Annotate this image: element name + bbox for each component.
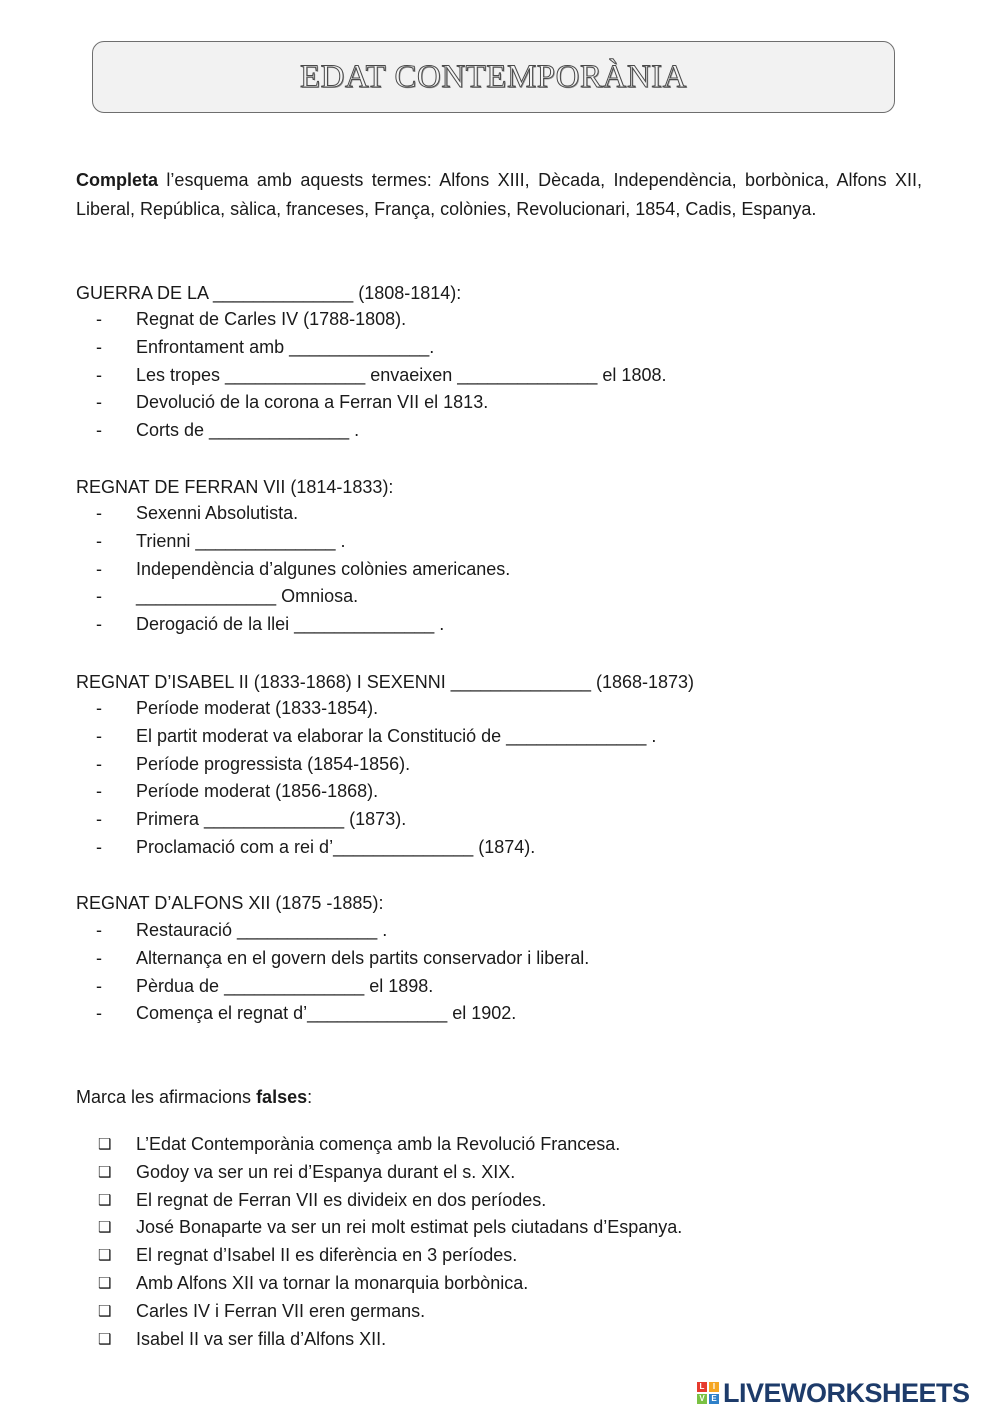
logo-mark-letter: L bbox=[697, 1382, 707, 1392]
true-false-instructions bbox=[76, 1084, 312, 1110]
statement-text: El regnat de Ferran VII es divideix en dos períodes. bbox=[136, 1189, 547, 1210]
checkbox-icon[interactable]: ❑ bbox=[98, 1163, 112, 1181]
checkbox-icon[interactable]: ❑ bbox=[98, 1191, 112, 1209]
statement-text: Godoy va ser un rei d’Espanya durant el s. XIX. bbox=[136, 1161, 516, 1182]
section-heading-isabel: REGNAT D’ISABEL II (1833-1868) I SEXENNI ______________ (1868-1873) bbox=[76, 672, 695, 692]
instructions bbox=[76, 166, 922, 224]
statement-text: Carles IV i Ferran VII eren germans. bbox=[136, 1300, 426, 1321]
statement-text: Isabel II va ser filla d’Alfons XII. bbox=[136, 1328, 387, 1349]
statement-text: José Bonaparte va ser un rei molt estimat pels ciutadans d’Espanya. bbox=[136, 1217, 683, 1238]
checkbox-icon[interactable]: ❑ bbox=[98, 1136, 112, 1153]
checkbox-icon[interactable]: ❑ bbox=[98, 1219, 112, 1237]
logo-text: LIVEWORKSHEETS bbox=[723, 1377, 970, 1408]
instructions-text: l’esquema amb aquests termes: Alfons XIII, Dècada, Independència, borbònica, Alfons XII, Liberal, República, sàlica, franceses, França, colònies, Revolucionari, 1854, Cadis, Espanya. bbox=[76, 170, 922, 219]
section-heading-ferran: REGNAT DE FERRAN VII (1814-1833): bbox=[76, 477, 394, 497]
logo-mark-letter: I bbox=[709, 1382, 719, 1392]
section-heading-guerra: GUERRA DE LA ______________ (1808-1814): bbox=[76, 283, 462, 303]
statement-text: L’Edat Contemporània comença amb la Revolució Francesa. bbox=[136, 1134, 621, 1154]
logo-mark-letter: V bbox=[697, 1394, 707, 1404]
title-box bbox=[92, 41, 895, 113]
statement-text: El regnat d’Isabel II es diferència en 3 períodes. bbox=[136, 1245, 518, 1266]
logo-mark-letter: E bbox=[709, 1394, 719, 1404]
statement-text: Amb Alfons XII va tornar la monarquia borbònica. bbox=[136, 1272, 529, 1293]
liveworksheets-logo bbox=[697, 1377, 970, 1409]
section-heading-alfons: REGNAT D’ALFONS XII (1875 -1885): bbox=[76, 893, 384, 913]
instructions-bold: Completa bbox=[76, 170, 159, 190]
logo-mark-icon bbox=[697, 1382, 719, 1404]
checkbox-icon[interactable]: ❑ bbox=[98, 1330, 112, 1348]
page-title: EDAT CONTEMPORÀNIA bbox=[300, 58, 687, 95]
marca-colon: : bbox=[307, 1087, 313, 1107]
checkbox-icon[interactable]: ❑ bbox=[98, 1247, 112, 1265]
marca-bold: falses bbox=[256, 1087, 308, 1107]
checkbox-icon[interactable]: ❑ bbox=[98, 1274, 112, 1292]
checkbox-icon[interactable]: ❑ bbox=[98, 1302, 112, 1320]
marca-text: Marca les afirmacions bbox=[76, 1087, 257, 1107]
